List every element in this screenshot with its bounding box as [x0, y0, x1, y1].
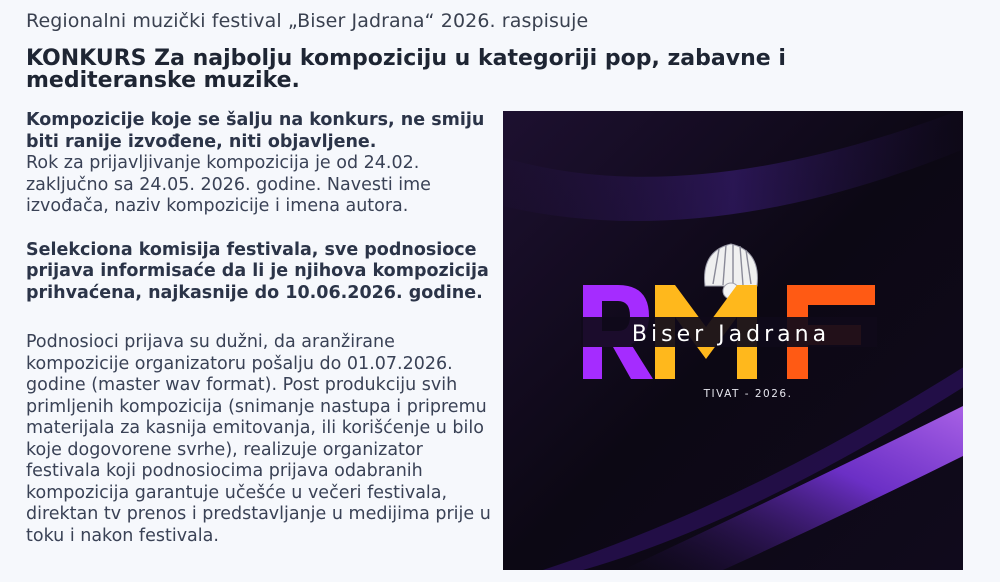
article-body: [26, 110, 496, 547]
logo-subtitle: TIVAT - 2026.: [703, 388, 793, 400]
p2-bold: Selekciona komisija festivala, sve podnosioce prijava informisaće da li je njihova kompozicija prihvaćena, najkasnije do 10.06.2026. godine.: [26, 239, 489, 303]
p3-text: Podnosioci prijava su dužni, da aranžirane kompozicije organizatoru pošalju do 01.07.2026. godine (master wav format). Post produkciju svih primljenih kompozicija (snimanje nastupa i pripremu materijala za kasnija emitovanja, ili korišćenje u bilo koje dogovorene svrhe), realizuje organizator festivala koji podnosiocima prijava odabranih kompozicija garantuje učešće u večeri festivala, direktan tv prenos i predstavljanje u medijima prije u toku i nakon festivala.: [26, 332, 491, 546]
poster-artwork: [503, 111, 963, 570]
festival-poster: [503, 111, 963, 570]
festival-subtitle: Regionalni muzički festival „Biser Jadrana“ 2026. raspisuje: [26, 10, 589, 32]
logo-name: Biser Jadrana: [631, 322, 831, 347]
page-title: KONKURS Za najbolju kompoziciju u kategoriji pop, zabavne i mediteranske muzike.: [26, 46, 786, 93]
p1-text: Rok za prijavljivanje kompozicija je od 24.02. zaključno sa 24.05. 2026. godine. Navesti ime izvođača, naziv kompozicije i imena autora.: [26, 153, 431, 216]
p1-bold: Kompozicije koje se šalju na konkurs, ne smiju biti ranije izvođene, niti objavljene.: [26, 110, 485, 152]
